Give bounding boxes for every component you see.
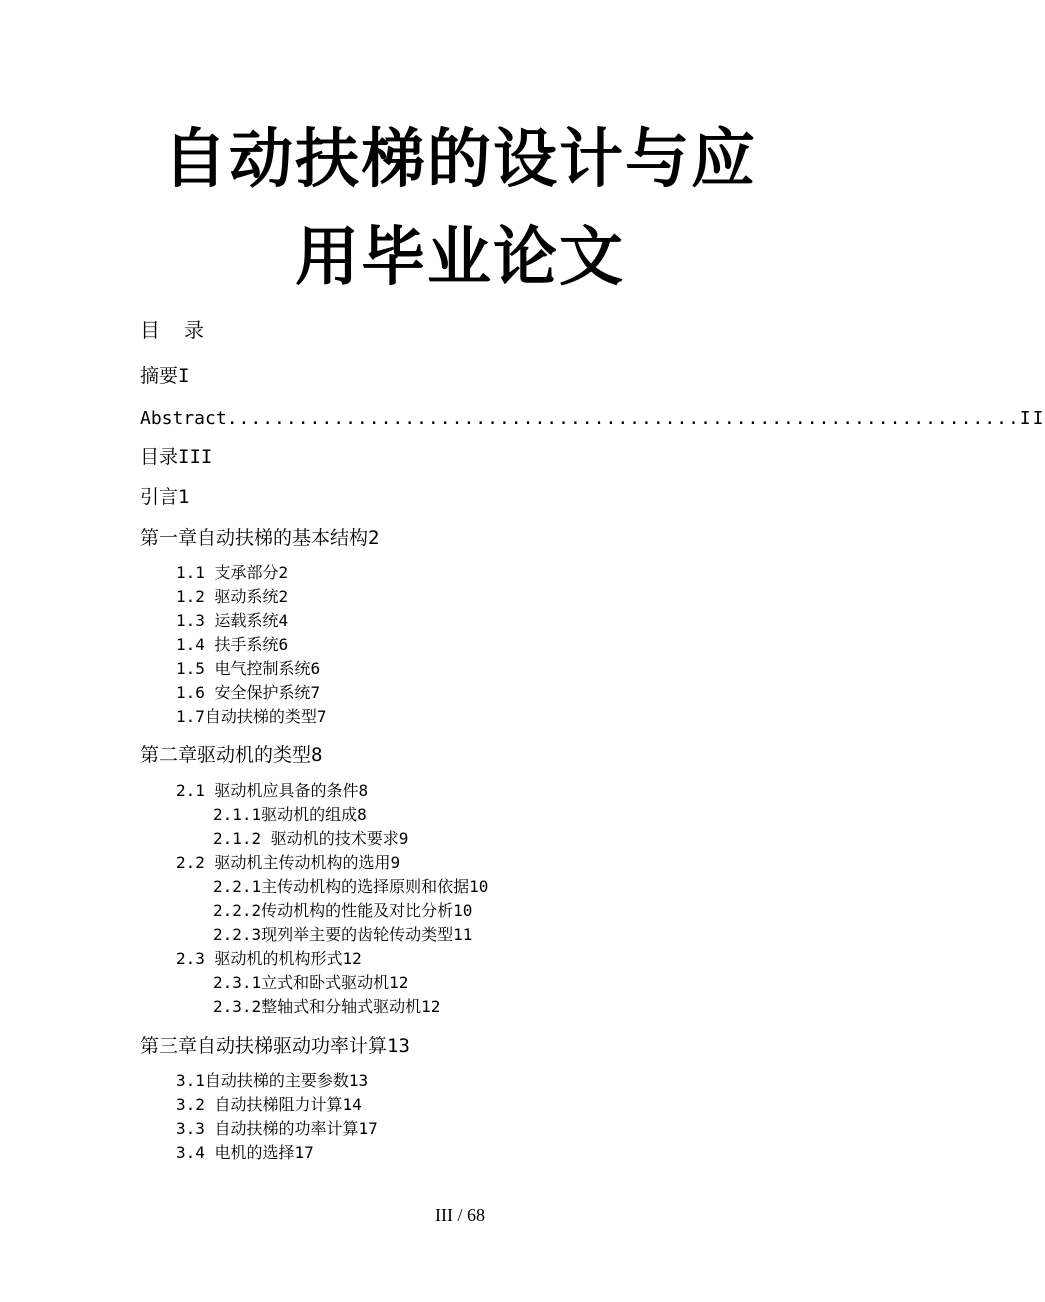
toc-entry-2-2[interactable]: 2.2 驱动机主传动机构的选用9 bbox=[176, 853, 401, 872]
toc-entry-2-2-2[interactable]: 2.2.2传动机构的性能及对比分析10 bbox=[213, 901, 473, 920]
toc-entry-1-5[interactable]: 1.5 电气控制系统6 bbox=[176, 659, 321, 678]
toc-entry-chapter-1[interactable]: 第一章自动扶梯的基本结构2 bbox=[140, 527, 380, 549]
toc-entry-3-3[interactable]: 3.3 自动扶梯的功率计算17 bbox=[176, 1119, 378, 1138]
toc-page-number: II bbox=[1019, 408, 1045, 429]
toc-entry-3-4[interactable]: 3.4 电机的选择17 bbox=[176, 1143, 314, 1162]
toc-entry-1-7[interactable]: 1.7自动扶梯的类型7 bbox=[176, 707, 327, 726]
toc-entry-2-2-1[interactable]: 2.2.1主传动机构的选择原则和依据10 bbox=[213, 877, 489, 896]
toc-entry-3-1[interactable]: 3.1自动扶梯的主要参数13 bbox=[176, 1071, 369, 1090]
document-title-line-1: 自动扶梯的设计与应 bbox=[163, 123, 757, 197]
toc-entry-1-1[interactable]: 1.1 支承部分2 bbox=[176, 563, 289, 582]
toc-entry-contents[interactable]: 目录III bbox=[140, 446, 213, 468]
toc-entry-1-6[interactable]: 1.6 安全保护系统7 bbox=[176, 683, 321, 702]
toc-dot-leader: ................................................................... bbox=[226, 408, 1020, 429]
document-title-line-2: 用毕业论文 bbox=[295, 221, 625, 295]
toc-entry-abstract-cn[interactable]: 摘要I bbox=[140, 365, 190, 387]
toc-entry-2-2-3[interactable]: 2.2.3现列举主要的齿轮传动类型11 bbox=[213, 925, 473, 944]
toc-entry-chapter-3[interactable]: 第三章自动扶梯驱动功率计算13 bbox=[140, 1035, 410, 1057]
toc-entry-2-3-2[interactable]: 2.3.2整轴式和分轴式驱动机12 bbox=[213, 997, 441, 1016]
toc-entry-2-1-1[interactable]: 2.1.1驱动机的组成8 bbox=[213, 805, 367, 824]
toc-entry-1-2[interactable]: 1.2 驱动系统2 bbox=[176, 587, 289, 606]
toc-entry-3-2[interactable]: 3.2 自动扶梯阻力计算14 bbox=[176, 1095, 362, 1114]
toc-entry-chapter-2[interactable]: 第二章驱动机的类型8 bbox=[140, 744, 323, 766]
toc-entry-introduction[interactable]: 引言1 bbox=[140, 486, 190, 508]
toc-entry-2-3-1[interactable]: 2.3.1立式和卧式驱动机12 bbox=[213, 973, 409, 992]
toc-entry-2-3[interactable]: 2.3 驱动机的机构形式12 bbox=[176, 949, 362, 968]
toc-entry-2-1[interactable]: 2.1 驱动机应具备的条件8 bbox=[176, 781, 369, 800]
toc-entry-1-3[interactable]: 1.3 运载系统4 bbox=[176, 611, 289, 630]
page-number-footer: III / 68 bbox=[435, 1205, 485, 1225]
toc-entry-abstract-en[interactable] bbox=[140, 408, 1045, 429]
toc-entry-label: Abstract bbox=[140, 408, 227, 429]
toc-entry-2-1-2[interactable]: 2.1.2 驱动机的技术要求9 bbox=[213, 829, 409, 848]
toc-entry-1-4[interactable]: 1.4 扶手系统6 bbox=[176, 635, 289, 654]
toc-heading: 目 录 bbox=[140, 318, 211, 342]
